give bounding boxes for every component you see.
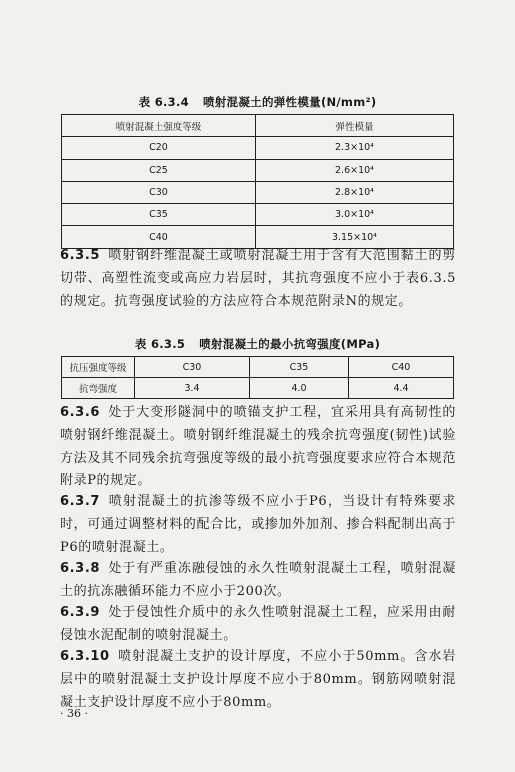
table-cell: 2.6×10⁴ — [256, 159, 454, 181]
table-row — [62, 137, 454, 159]
table-cell: 4.0 — [250, 378, 349, 399]
table-cell: 3.0×10⁴ — [256, 204, 454, 226]
table-cell: C30 — [62, 181, 256, 203]
table-cell: C40 — [349, 357, 454, 378]
page-number: · 36 · — [60, 707, 88, 720]
clause-6-3-6 — [60, 402, 456, 493]
header-elastic-modulus: 弹性模量 — [256, 115, 454, 137]
table-cell: C20 — [62, 137, 256, 159]
table-cell: 2.8×10⁴ — [256, 181, 454, 203]
clause-text: 处于大变形隧洞中的喷锚支护工程，宜采用具有高韧性的喷射钢纤维混凝土。喷射钢纤维混凝土的残余抗弯强度(韧性)试验方法及其不同残余抗弯强度等级的最小抗弯强度要求应符合本规范附录P的规定。 — [60, 405, 456, 489]
table-cell: 4.4 — [349, 378, 454, 399]
clause-number: 6.3.5 — [60, 248, 101, 263]
table-title: 喷射混凝土的最小抗弯强度(MPa) — [199, 337, 381, 351]
table-row — [62, 378, 454, 399]
clause-text: 处于有严重冻融侵蚀的永久性喷射混凝土工程，喷射混凝土的抗冻融循环能力不应小于200次。 — [60, 561, 456, 599]
table-cell: C40 — [62, 226, 256, 248]
header-strength-grade: 喷射混凝土强度等级 — [62, 115, 256, 137]
table-cell: C25 — [62, 159, 256, 181]
table-number: 表 6.3.4 — [138, 95, 189, 109]
clause-number: 6.3.7 — [60, 494, 101, 509]
clause-6-3-8 — [60, 558, 456, 604]
table-number: 表 6.3.5 — [134, 337, 186, 351]
table-min-flexural-strength — [61, 356, 454, 399]
table-header-row — [62, 115, 454, 137]
table-title: 喷射混凝土的弹性模量(N/mm²) — [202, 95, 377, 109]
clause-number: 6.3.9 — [60, 605, 101, 620]
table-row — [62, 159, 454, 181]
clause-6-3-9 — [60, 602, 456, 648]
clause-6-3-10 — [60, 646, 456, 714]
clause-6-3-5 — [60, 245, 456, 313]
clause-6-3-7 — [60, 491, 456, 559]
table-row — [62, 357, 454, 378]
clause-number: 6.3.10 — [60, 649, 110, 664]
table-cell: 2.3×10⁴ — [256, 137, 454, 159]
clause-number: 6.3.8 — [60, 561, 101, 576]
table-6-3-4-caption — [0, 94, 515, 110]
clause-text: 喷射钢纤维混凝土或喷射混凝土用于含有大范围黏土的剪切带、高塑性流变或高应力岩层时，其抗弯强度不应小于表6.3.5的规定。抗弯强度试验的方法应符合本规范附录N的规定。 — [60, 248, 456, 309]
table-cell: 3.15×10⁴ — [256, 226, 454, 248]
table-cell: 抗压强度等级 — [62, 357, 135, 378]
table-cell: C30 — [135, 357, 250, 378]
clause-text: 处于侵蚀性介质中的永久性喷射混凝土工程，应采用由耐侵蚀水泥配制的喷射混凝土。 — [60, 605, 456, 643]
table-row — [62, 181, 454, 203]
clause-number: 6.3.6 — [60, 405, 101, 420]
table-row — [62, 204, 454, 226]
table-cell: C35 — [62, 204, 256, 226]
table-cell: 抗弯强度 — [62, 378, 135, 399]
clause-text: 喷射混凝土的抗渗等级不应小于P6，当设计有特殊要求时，可通过调整材料的配合比，或掺加外加剂、掺合料配制出高于P6的喷射混凝土。 — [60, 494, 456, 555]
clause-text: 喷射混凝土支护的设计厚度，不应小于50mm。含水岩层中的喷射混凝土支护设计厚度不应小于80mm。钢筋网喷射混凝土支护设计厚度不应小于80mm。 — [60, 649, 456, 710]
table-6-3-5-caption — [0, 336, 515, 352]
table-elastic-modulus — [61, 114, 454, 249]
table-cell: C35 — [250, 357, 349, 378]
table-cell: 3.4 — [135, 378, 250, 399]
